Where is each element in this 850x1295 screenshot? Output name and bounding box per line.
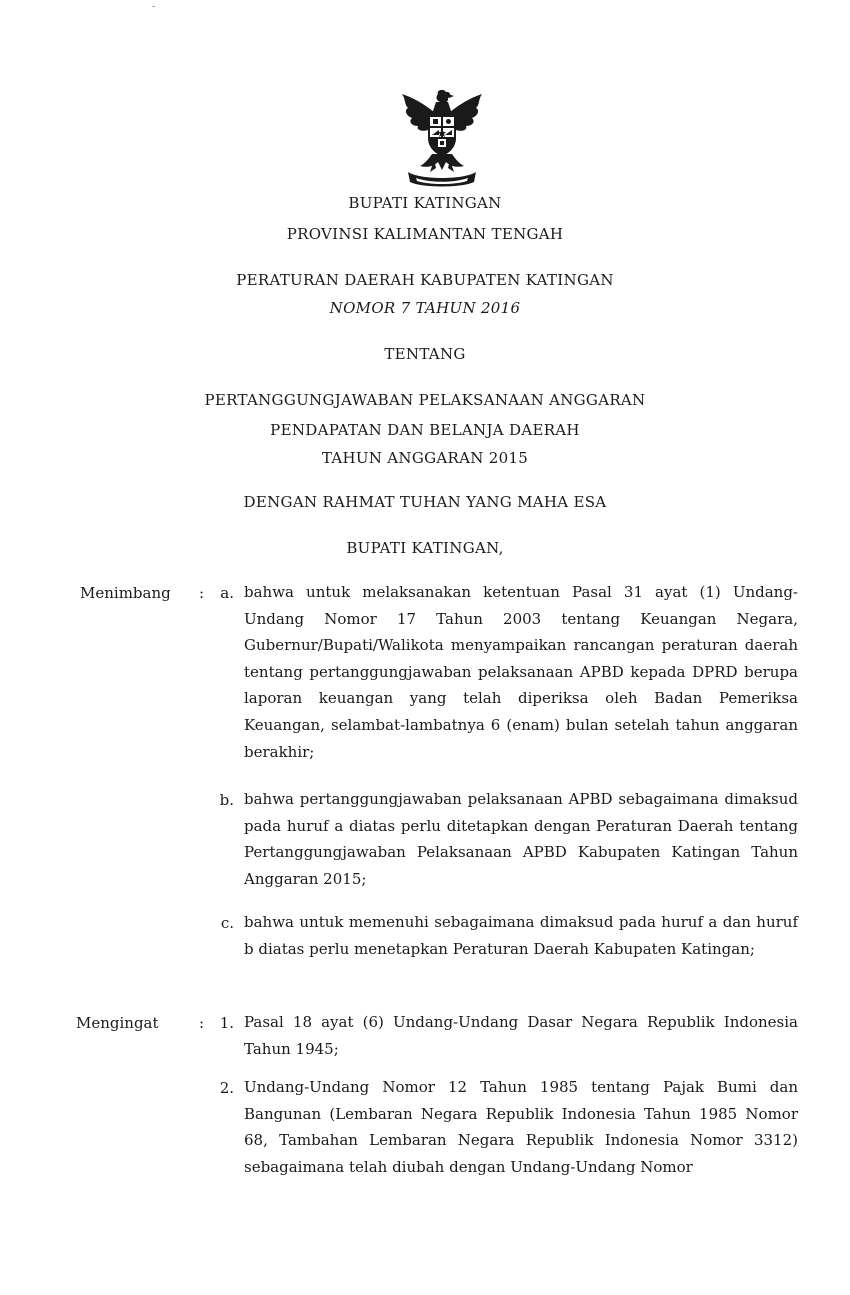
mengingat-item-2-marker: 2. (219, 1079, 234, 1097)
menimbang-label: Menimbang (80, 584, 171, 602)
mengingat-item-1-text: Pasal 18 ayat (6) Undang-Undang Dasar Negara Republik Indonesia Tahun 1945; (244, 1013, 798, 1058)
title-line-3: TAHUN ANGGARAN 2015 (321, 449, 529, 467)
mengingat-label: Mengingat (76, 1014, 159, 1032)
header-line-4: NOMOR 7 TAHUN 2016 (329, 299, 521, 317)
menimbang-item-b-marker: b. (219, 791, 234, 809)
garuda-emblem-icon (394, 88, 490, 190)
stray-mark: - (152, 2, 156, 12)
menimbang-item-c-marker: c. (220, 914, 234, 932)
title-line-1: PERTANGGUNGJAWABAN PELAKSANAAN ANGGARAN (204, 391, 646, 409)
header-line-7: BUPATI KATINGAN, (346, 539, 504, 557)
header-line-6: DENGAN RAHMAT TUHAN YANG MAHA ESA (243, 493, 607, 511)
header-line-3: PERATURAN DAERAH KABUPATEN KATINGAN (236, 271, 614, 289)
mengingat-item-1-marker: 1. (219, 1014, 234, 1032)
menimbang-colon: : (199, 584, 205, 602)
header-line-1: BUPATI KATINGAN (348, 194, 502, 212)
menimbang-item-a-marker: a. (220, 584, 234, 602)
mengingat-item-2-text: Undang-Undang Nomor 12 Tahun 1985 tentang Pajak Bumi dan Bangunan (Lembaran Negara Republik Indonesia Tahun 1985 Nomor 68, Tambahan Lembaran Negara Republik Indonesia Nomor 3312) sebagaimana telah diubah dengan Undang-Undang Nomor (244, 1078, 798, 1176)
title-line-2: PENDAPATAN DAN BELANJA DAERAH (270, 421, 580, 439)
menimbang-item-b-text: bahwa pertanggungjawaban pelaksanaan APBD sebagaimana dimaksud pada huruf a diatas perlu ditetapkan dengan Peraturan Daerah tentang Pertanggungjawaban Pelaksanaan APBD Kabupaten Katingan Tahun Anggaran 2015; (244, 790, 798, 888)
mengingat-colon: : (199, 1014, 205, 1032)
header-line-5: TENTANG (384, 345, 466, 363)
menimbang-item-a-text: bahwa untuk melaksanakan ketentuan Pasal 31 ayat (1) Undang-Undang Nomor 17 Tahun 2003 tentang Keuangan Negara, Gubernur/Bupati/Walikota menyampaikan rancangan peraturan daerah tentang pertanggungjawaban pelaksanaan APBD kepada DPRD berupa laporan keuangan yang telah diperiksa oleh Badan Pemeriksa Keuangan, selambat-lambatnya 6 (enam) bulan setelah tahun anggaran berakhir; (244, 583, 798, 761)
header-line-2: PROVINSI KALIMANTAN TENGAH (286, 225, 564, 243)
menimbang-item-c-text: bahwa untuk memenuhi sebagaimana dimaksud pada huruf a dan huruf b diatas perlu menetapkan Peraturan Daerah Kabupaten Katingan; (244, 913, 798, 958)
